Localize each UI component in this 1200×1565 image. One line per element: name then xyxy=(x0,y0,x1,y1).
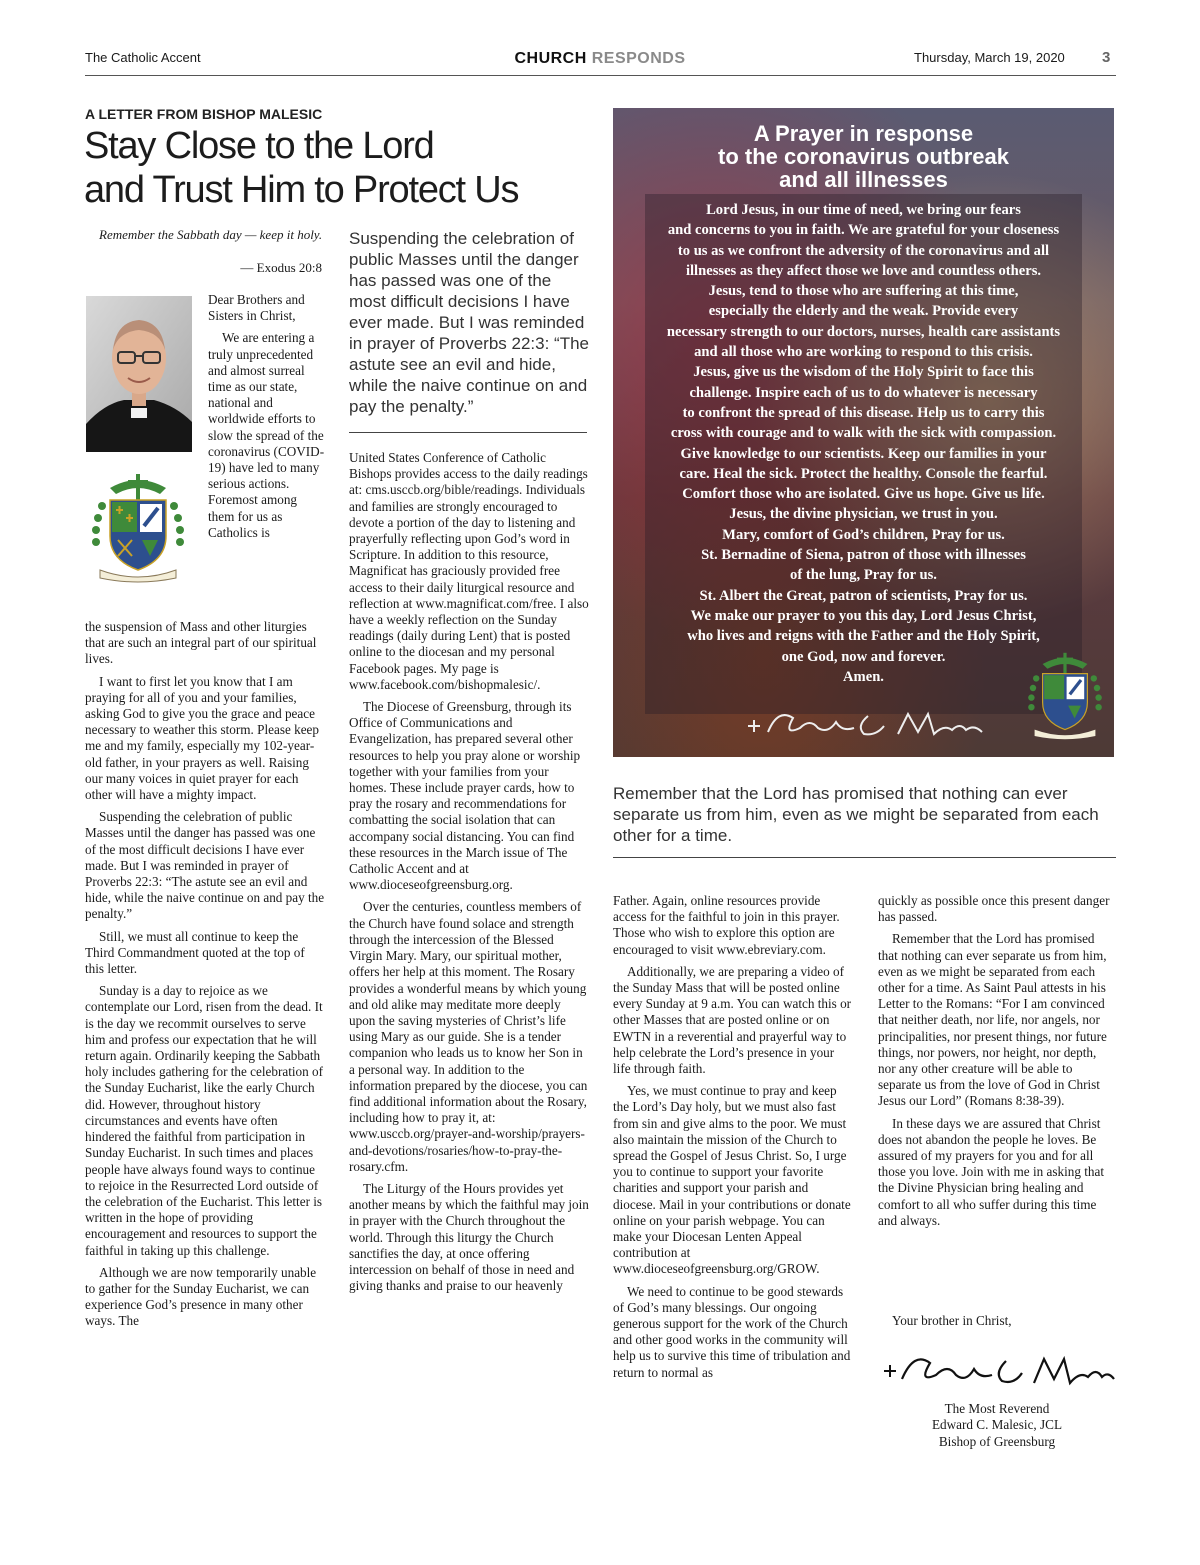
prayer-line: necessary strength to our doctors, nurses, health care assistants xyxy=(666,323,1061,340)
section-title-a: CHURCH xyxy=(514,50,587,67)
prayer-line: challenge. Inspire each of us to do whatever is necessary xyxy=(689,384,1038,401)
paragraph: Still, we must all continue to keep the Third Commandment quoted at the top of this letter. xyxy=(85,928,305,977)
article-headline xyxy=(84,124,584,212)
header-rule xyxy=(85,75,1116,76)
prayer-line: St. Albert the Great, patron of scientists, Pray for us. xyxy=(699,587,1028,604)
pull-quote: Remember that the Lord has promised that nothing can ever separate us from him, even as we might be separated from each other for a time. xyxy=(613,784,1099,845)
column-3 xyxy=(613,893,853,1387)
headline-line-1: Stay Close to the Lord xyxy=(84,125,434,167)
prayer-line: to confront the spread of this disease. Help us to carry this xyxy=(682,404,1045,421)
prayer-title xyxy=(613,122,1114,191)
paragraph: Yes, we must continue to pray and keep the Lord’s Day holy, but we must also fast from sin and give alms to the poor. We must also maintain the mission of the Church to spread the Gospel of Jesus Christ. So, I urge you to continue to support your favorite charities and support your parish and diocese. Mail in your contributions or donate online on your parish webpage. You can make your Diocesan Lenten Appeal contribution at www.dioceseofgreensburg.org/GROW. xyxy=(613,1083,851,1277)
signature-block xyxy=(878,1401,1116,1450)
closing-line: Your brother in Christ, xyxy=(892,1313,1012,1328)
paragraph: Remember that the Lord has promised that nothing can ever separate us from him, even as we might be separated from each other for a time. As Saint Paul attests in his Letter to the Romans: “For I am convinced that neither death, nor life, nor angels, nor principalities, nor present things, nor future things, nor powers, nor height, nor depth, nor any other creature will be able to separate us from the love of God in Christ Jesus our Lord” (Romans 8:38-39). xyxy=(878,931,1107,1109)
paragraph: Although we are now temporarily unable to gather for the Sunday Eucharist, we can experience God’s presence in many other ways. The xyxy=(85,1264,317,1329)
paragraph: I want to first let you know that I am praying for all of you and your families, asking God to give you the grace and peace necessary to weather this storm. Please keep me and my family, especially my 102-year-old father, in your prayers as well. Raising our many voices in quiet prayer for each other will have a mighty impact. xyxy=(85,673,320,803)
prayer-line: Jesus, give us the wisdom of the Holy Spirit to face this xyxy=(693,364,1034,381)
prayer-signature-image xyxy=(738,698,998,748)
prayer-line: St. Bernadine of Siena, patron of those with illnesses xyxy=(701,547,1026,564)
epigraph-source: — Exodus 20:8 xyxy=(240,260,322,275)
prayer-graphic xyxy=(613,108,1114,757)
paragraph: Over the centuries, countless members of the Church have found solace and strength through the intercession of the Blessed Virgin Mary. Mary, our spiritual mother, offers her help at this moment. The Rosary provides a wonderful means by which young and old alike may meditate more deeply upon the saving mysteries of Christ’s life using Mary as our guide. She is a tender companion who leads us to know her Son in a personal way. In addition to the information prepared by the diocese, you can find additional information about the Rosary, including how to pray it, at: www.usccb.org/prayer-and-worship/prayers-and-devotions/rosaries/how-to-pray-the-rosary.cfm. xyxy=(349,899,588,1174)
prayer-line: and concerns to you in faith. We are grateful for your closeness xyxy=(667,222,1060,239)
prayer-line: care. Heal the sick. Protect the healthy. Console the fearful. xyxy=(679,465,1048,482)
pull-quote: Suspending the celebration of public Masses until the danger has passed was one of the most difficult decisions I have ever made. But I was reminded in prayer of Proverbs 22:3: “The astute see an evil and hide, while the naive continue on and pay the penalty.” xyxy=(349,229,590,416)
prayer-title-line: to the coronavirus outbreak xyxy=(718,144,1009,169)
salutation: Dear Brothers and Sisters in Christ, xyxy=(208,292,305,324)
prayer-line: Mary, comfort of God’s children, Pray for us. xyxy=(722,526,1005,543)
pull-quote-rule xyxy=(613,857,1116,858)
epigraph: Remember the Sabbath day — keep it holy. xyxy=(99,227,323,242)
prayer-line: Amen. xyxy=(843,668,884,685)
prayer-title-line: A Prayer in response xyxy=(753,121,974,146)
prayer-line: one God, now and forever. xyxy=(781,648,946,665)
prayer-line: Lord Jesus, in our time of need, we bring our fears xyxy=(706,202,1021,218)
paragraph: We are entering a truly unprecedented and almost surreal time as our state, national and worldwide efforts to slow the spread of the coronavirus (COVID-19) have led to many serious actions. Foremost among them for us as Catholics is xyxy=(208,330,325,540)
bishop-portrait-photo xyxy=(86,296,192,452)
pull-quote-rule xyxy=(349,432,587,433)
prayer-line: Give knowledge to our scientists. Keep our families in your xyxy=(680,445,1047,462)
paragraph: quickly as possible once this present danger has passed. xyxy=(878,893,1110,925)
prayer-line: Jesus, tend to those who are suffering at this time, xyxy=(708,283,1019,300)
prayer-line: and all those who are working to respond to this crisis. xyxy=(694,344,1033,361)
headline-line-2: and Trust Him to Protect Us xyxy=(84,169,519,211)
issue-date: Thursday, March 19, 2020 xyxy=(914,50,1065,65)
prayer-text xyxy=(613,200,1114,687)
column-2 xyxy=(349,450,589,1300)
article-kicker: A LETTER FROM BISHOP MALESIC xyxy=(85,106,323,122)
paragraph: United States Conference of Catholic Bishops provides access to the daily readings at: cms.usccb.org/bible/readings. Individuals and families are strongly encouraged to devote a portion of the day to listening and prayerfully reflecting upon God’s word in Scripture. In addition to this resource, Magnificat has graciously provided free access to their daily liturgical resource and reflection at www.magnificat.com/free. I also have a weekly reflection on the Sunday readings (daily during Lent) that is posted online to the diocesan and my personal Facebook pages. My page is www.facebook.com/bishopmalesic/. xyxy=(349,450,589,692)
bishop-signature-image xyxy=(878,1345,1118,1400)
coat-of-arms-image xyxy=(1025,648,1105,744)
column-1-top xyxy=(208,292,326,547)
prayer-line: Comfort those who are isolated. Give us hope. Give us life. xyxy=(682,486,1045,503)
prayer-line: to us as we confront the adversity of the coronavirus and all xyxy=(677,242,1050,259)
prayer-line: illnesses as they affect those we love and countless others. xyxy=(685,262,1042,279)
coat-of-arms-image xyxy=(88,470,188,586)
prayer-line: Jesus, the divine physician, we trust in you. xyxy=(729,506,998,523)
prayer-title-line: and all illnesses xyxy=(779,167,948,192)
page-number: 3 xyxy=(1102,49,1111,66)
signature-role: Bishop of Greensburg xyxy=(938,1433,1056,1449)
paragraph: The Diocese of Greensburg, through its Office of Communications and Evangelization, has prepared several other resources to help you pray alone or worship together with your families from your homes. These include prayer cards, how to pray the rosary and recommendations for combatting the social isolation that can accompany social distancing. You can find these resources in the March issue of The Catholic Accent and at www.dioceseofgreensburg.org. xyxy=(349,699,581,893)
paragraph: We need to continue to be good stewards of God’s many blessings. Our ongoing generous support for the work of the Church and other good works in the community will help us to survive this time of tribulation and return to normal as xyxy=(613,1283,851,1380)
paragraph: the suspension of Mass and other liturgies that are such an integral part of our spiritual lives. xyxy=(85,619,317,667)
publication-name: The Catholic Accent xyxy=(85,50,201,65)
paragraph: Sunday is a day to rejoice as we contemplate our Lord, risen from the dead. It is the day we recommit ourselves to serve him and profess our expectation that he will return again. Ordinarily keeping the Sabbath holy includes gathering for the celebration of the Sunday Eucharist, like the early Church did. However, throughout history circumstances and events have often hindered the faithful from participation in Sunday Eucharist. In such times and places people have always found ways to continue to rejoice in the Resurrected Lord outside of the celebration of the Eucharist. This letter is written in the hope of providing encouragement and resources to support the faithful in taking up this challenge. xyxy=(85,983,324,1258)
prayer-line: We make our prayer to you this day, Lord Jesus Christ, xyxy=(690,607,1037,624)
column-4 xyxy=(878,893,1116,1235)
signature-name: Edward C. Malesic, JCL xyxy=(931,1417,1063,1433)
paragraph: Suspending the celebration of public Masses until the danger has passed was one of the most difficult decisions I have ever made. But I was reminded in prayer of Proverbs 22:3: “The astute see an evil and hide, while the naive continue on and pay the penalty.” xyxy=(85,809,325,922)
paragraph: Additionally, we are preparing a video of the Sunday Mass that will be posted online every Sunday at 9 a.m. You can watch this or other Masses that are posted online or on EWTN in a reverential and prayerful way to help celebrate the Lord’s presence in your life through faith. xyxy=(613,963,852,1077)
prayer-line: especially the elderly and the weak. Provide every xyxy=(708,303,1019,320)
signature-title: The Most Reverend xyxy=(944,1401,1050,1416)
prayer-line: cross with courage and to walk with the sick with compassion. xyxy=(670,425,1057,442)
paragraph: Father. Again, online resources provide access for the faithful to join in this prayer. Those who wish to explore this option are encouraged to visit www.ebreviary.com. xyxy=(613,893,840,957)
column-1 xyxy=(85,619,325,1336)
paragraph: In these days we are assured that Christ does not abandon the people he loves. Be assured of my prayers for you and for all those you love. Join with me in asking that the Divine Physician bring healing and comfort to all who suffer during this time and always. xyxy=(878,1115,1104,1228)
paragraph: The Liturgy of the Hours provides yet another means by which the faithful may join in prayer with the Church throughout the world. Through this liturgy the Church sanctifies the day, at once offering intercession on behalf of those in need and giving thanks and praise to our heavenly xyxy=(349,1180,589,1294)
prayer-line: who lives and reigns with the Father and the Holy Spirit, xyxy=(687,628,1040,645)
prayer-line: of the lung, Pray for us. xyxy=(790,567,937,584)
section-title-b: RESPONDS xyxy=(591,50,686,67)
